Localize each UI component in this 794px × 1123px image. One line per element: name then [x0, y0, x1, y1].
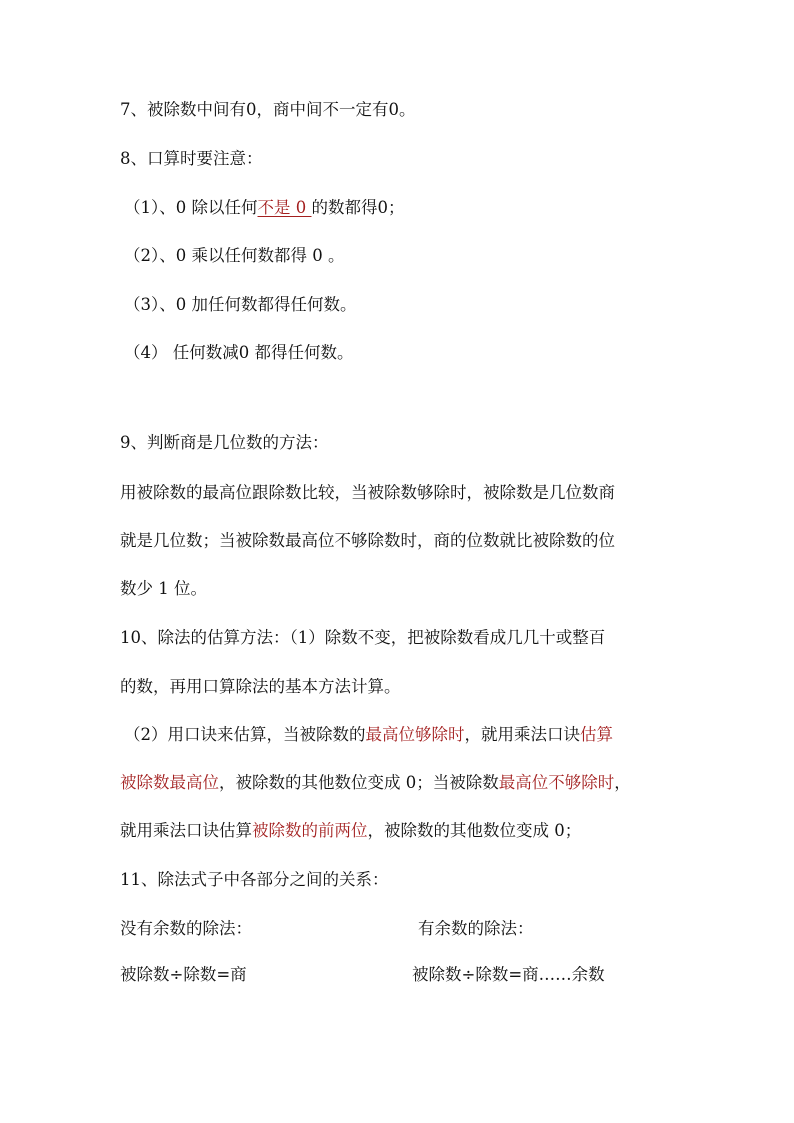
- point-10-b1-text-b: ，就用乘法口诀: [464, 725, 580, 744]
- point-10-method-2-line-2: [120, 771, 631, 795]
- point-8-1-text-a: （1）、0 除以任何: [124, 198, 258, 217]
- point-9-para-line-1: 用被除数的最高位跟除数比较，当被除数够除时，被除数是几位数商: [120, 483, 615, 502]
- point-10-method-2-line-3: [120, 819, 581, 843]
- point-10-line-1: 10、除法的估算方法：（1）除数不变，把被除数看成几几十或整百: [120, 628, 606, 647]
- point-10-b2-text-a: ，被除数的其他数位变成 0；当被除数: [219, 773, 499, 792]
- point-7: 7、被除数中间有0，商中间不一定有0。: [120, 100, 416, 119]
- point-10-b1-highlight-2: 估算: [580, 725, 613, 744]
- point-9-para-line-2: 就是几位数；当被除数最高位不够除数时，商的位数就比被除数的位: [120, 531, 615, 550]
- point-10-b1-highlight-1: 最高位够除时: [365, 725, 465, 744]
- point-10-b2-text-b: ，: [614, 773, 631, 792]
- point-8-2: （2）、0 乘以任何数都得 0 。: [124, 246, 345, 265]
- point-8-heading: 8、口算时要注意：: [120, 149, 263, 168]
- point-10-b1-text-a: （2）用口诀来估算，当被除数的: [124, 725, 366, 744]
- point-10-b3-text-a: 就用乘法口诀估算: [120, 821, 252, 840]
- point-8-3: （3）、0 加任何数都得任何数。: [124, 295, 357, 314]
- with-remainder-heading: 有余数的除法：: [418, 919, 534, 938]
- point-10-b3-text-b: ，被除数的其他数位变成 0；: [367, 821, 582, 840]
- point-10-b2-highlight-1: 被除数最高位: [120, 773, 219, 792]
- point-8-1-highlight: 不是 0: [257, 198, 312, 217]
- point-10-b2-highlight-2: 最高位不够除时: [498, 773, 615, 792]
- with-remainder-formula: 被除数÷除数=商……余数: [412, 965, 605, 984]
- point-10-method-2-line-1: [124, 723, 613, 747]
- point-9-para-line-3: 数少 1 位。: [120, 579, 207, 598]
- point-8-1: [124, 196, 405, 220]
- point-10-b3-highlight: 被除数的前两位: [252, 821, 368, 840]
- point-10-line-2: 的数，再用口算除法的基本方法计算。: [120, 677, 401, 696]
- no-remainder-heading: 没有余数的除法：: [120, 919, 252, 938]
- point-8-4: （4） 任何数减0 都得任何数。: [124, 343, 354, 362]
- point-8-1-text-b: 的数都得0；: [311, 198, 405, 217]
- point-11-heading: 11、除法式子中各部分之间的关系：: [120, 870, 389, 889]
- point-9-heading: 9、判断商是几位数的方法：: [120, 433, 329, 452]
- no-remainder-formula: 被除数÷除数=商: [120, 965, 247, 984]
